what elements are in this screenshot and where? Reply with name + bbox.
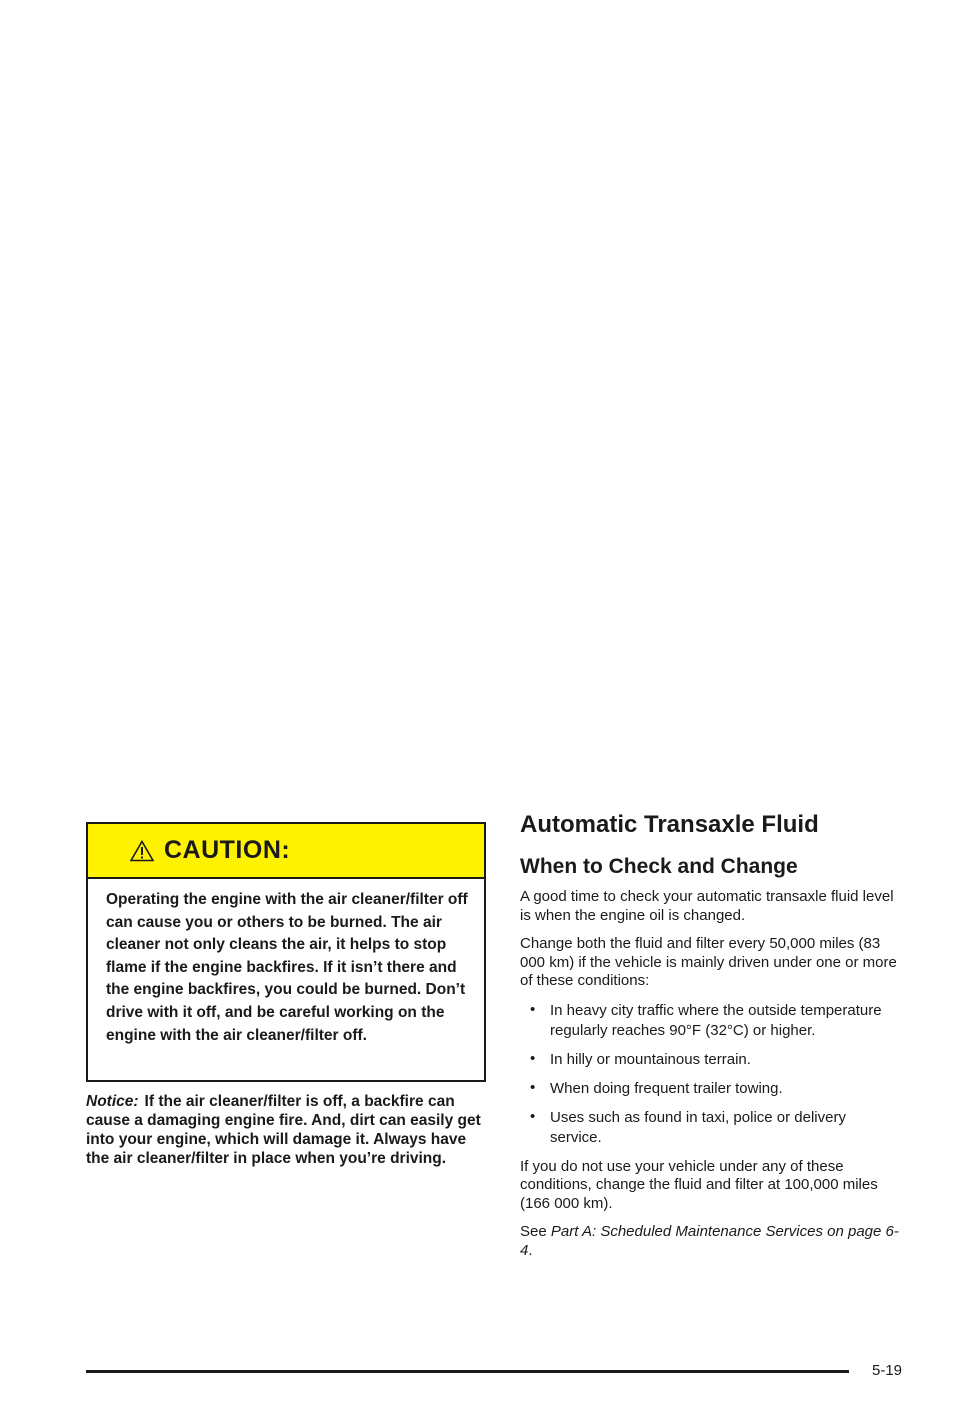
bullet-icon: • xyxy=(530,1107,536,1125)
list-item: • In hilly or mountainous terrain. xyxy=(530,1049,751,1068)
page-number: 5-19 xyxy=(872,1362,903,1379)
paragraph-change-interval: Change both the fluid and filter every 50,000 miles (83 000 km) if the vehicle is mainly driven under one or more of these conditions: xyxy=(520,935,897,989)
transaxle-section xyxy=(520,808,900,1270)
list-item: • When doing frequent trailer towing. xyxy=(530,1078,783,1097)
bullet-icon: • xyxy=(530,1000,536,1018)
paragraph-see-reference xyxy=(520,1223,900,1260)
section-title: Automatic Transaxle Fluid xyxy=(520,811,819,838)
warning-triangle-icon xyxy=(130,840,154,862)
footer-rule xyxy=(86,1370,849,1373)
bullet-icon: • xyxy=(530,1078,536,1096)
list-item: • Uses such as found in taxi, police or delivery service. xyxy=(530,1107,846,1146)
paragraph-normal-interval: If you do not use your vehicle under any of these conditions, change the fluid and filter at 100,000 miles (166 000 km). xyxy=(520,1157,878,1212)
conditions-list xyxy=(520,1001,900,1148)
see-prefix: See xyxy=(520,1223,547,1240)
caution-title: CAUTION: xyxy=(164,836,291,864)
cross-reference-link[interactable]: Part A: Scheduled Maintenance Services on page 6-4 xyxy=(520,1223,899,1259)
see-suffix: . xyxy=(528,1241,533,1259)
paragraph-check-timing: A good time to check your automatic transaxle fluid level is when the engine oil is changed. xyxy=(520,888,894,924)
caution-box xyxy=(86,822,486,1082)
notice-text: If the air cleaner/filter is off, a backfire can cause a damaging engine fire. And, dirt can easily get into your engine, which will damage it. Always have the air cleaner/filter in place when you’re driving. xyxy=(86,1093,481,1167)
list-item: • In heavy city traffic where the outside temperature regularly reaches 90°F (32°C) or higher. xyxy=(530,1000,882,1039)
notice-paragraph xyxy=(86,1092,486,1168)
caution-text: Operating the engine with the air cleaner/filter off can cause you or others to be burned. The air cleaner not only cleans the air, it helps to stop flame if the engine backfires. If it isn’t there and the engine backfires, you could be burned. Don’t drive with it off, and be careful working on the engine with the air cleaner/filter off. xyxy=(106,891,468,1044)
section-subtitle: When to Check and Change xyxy=(520,855,798,878)
caution-header xyxy=(88,824,484,879)
notice-label: Notice: xyxy=(86,1093,139,1110)
bullet-icon: • xyxy=(530,1049,536,1067)
